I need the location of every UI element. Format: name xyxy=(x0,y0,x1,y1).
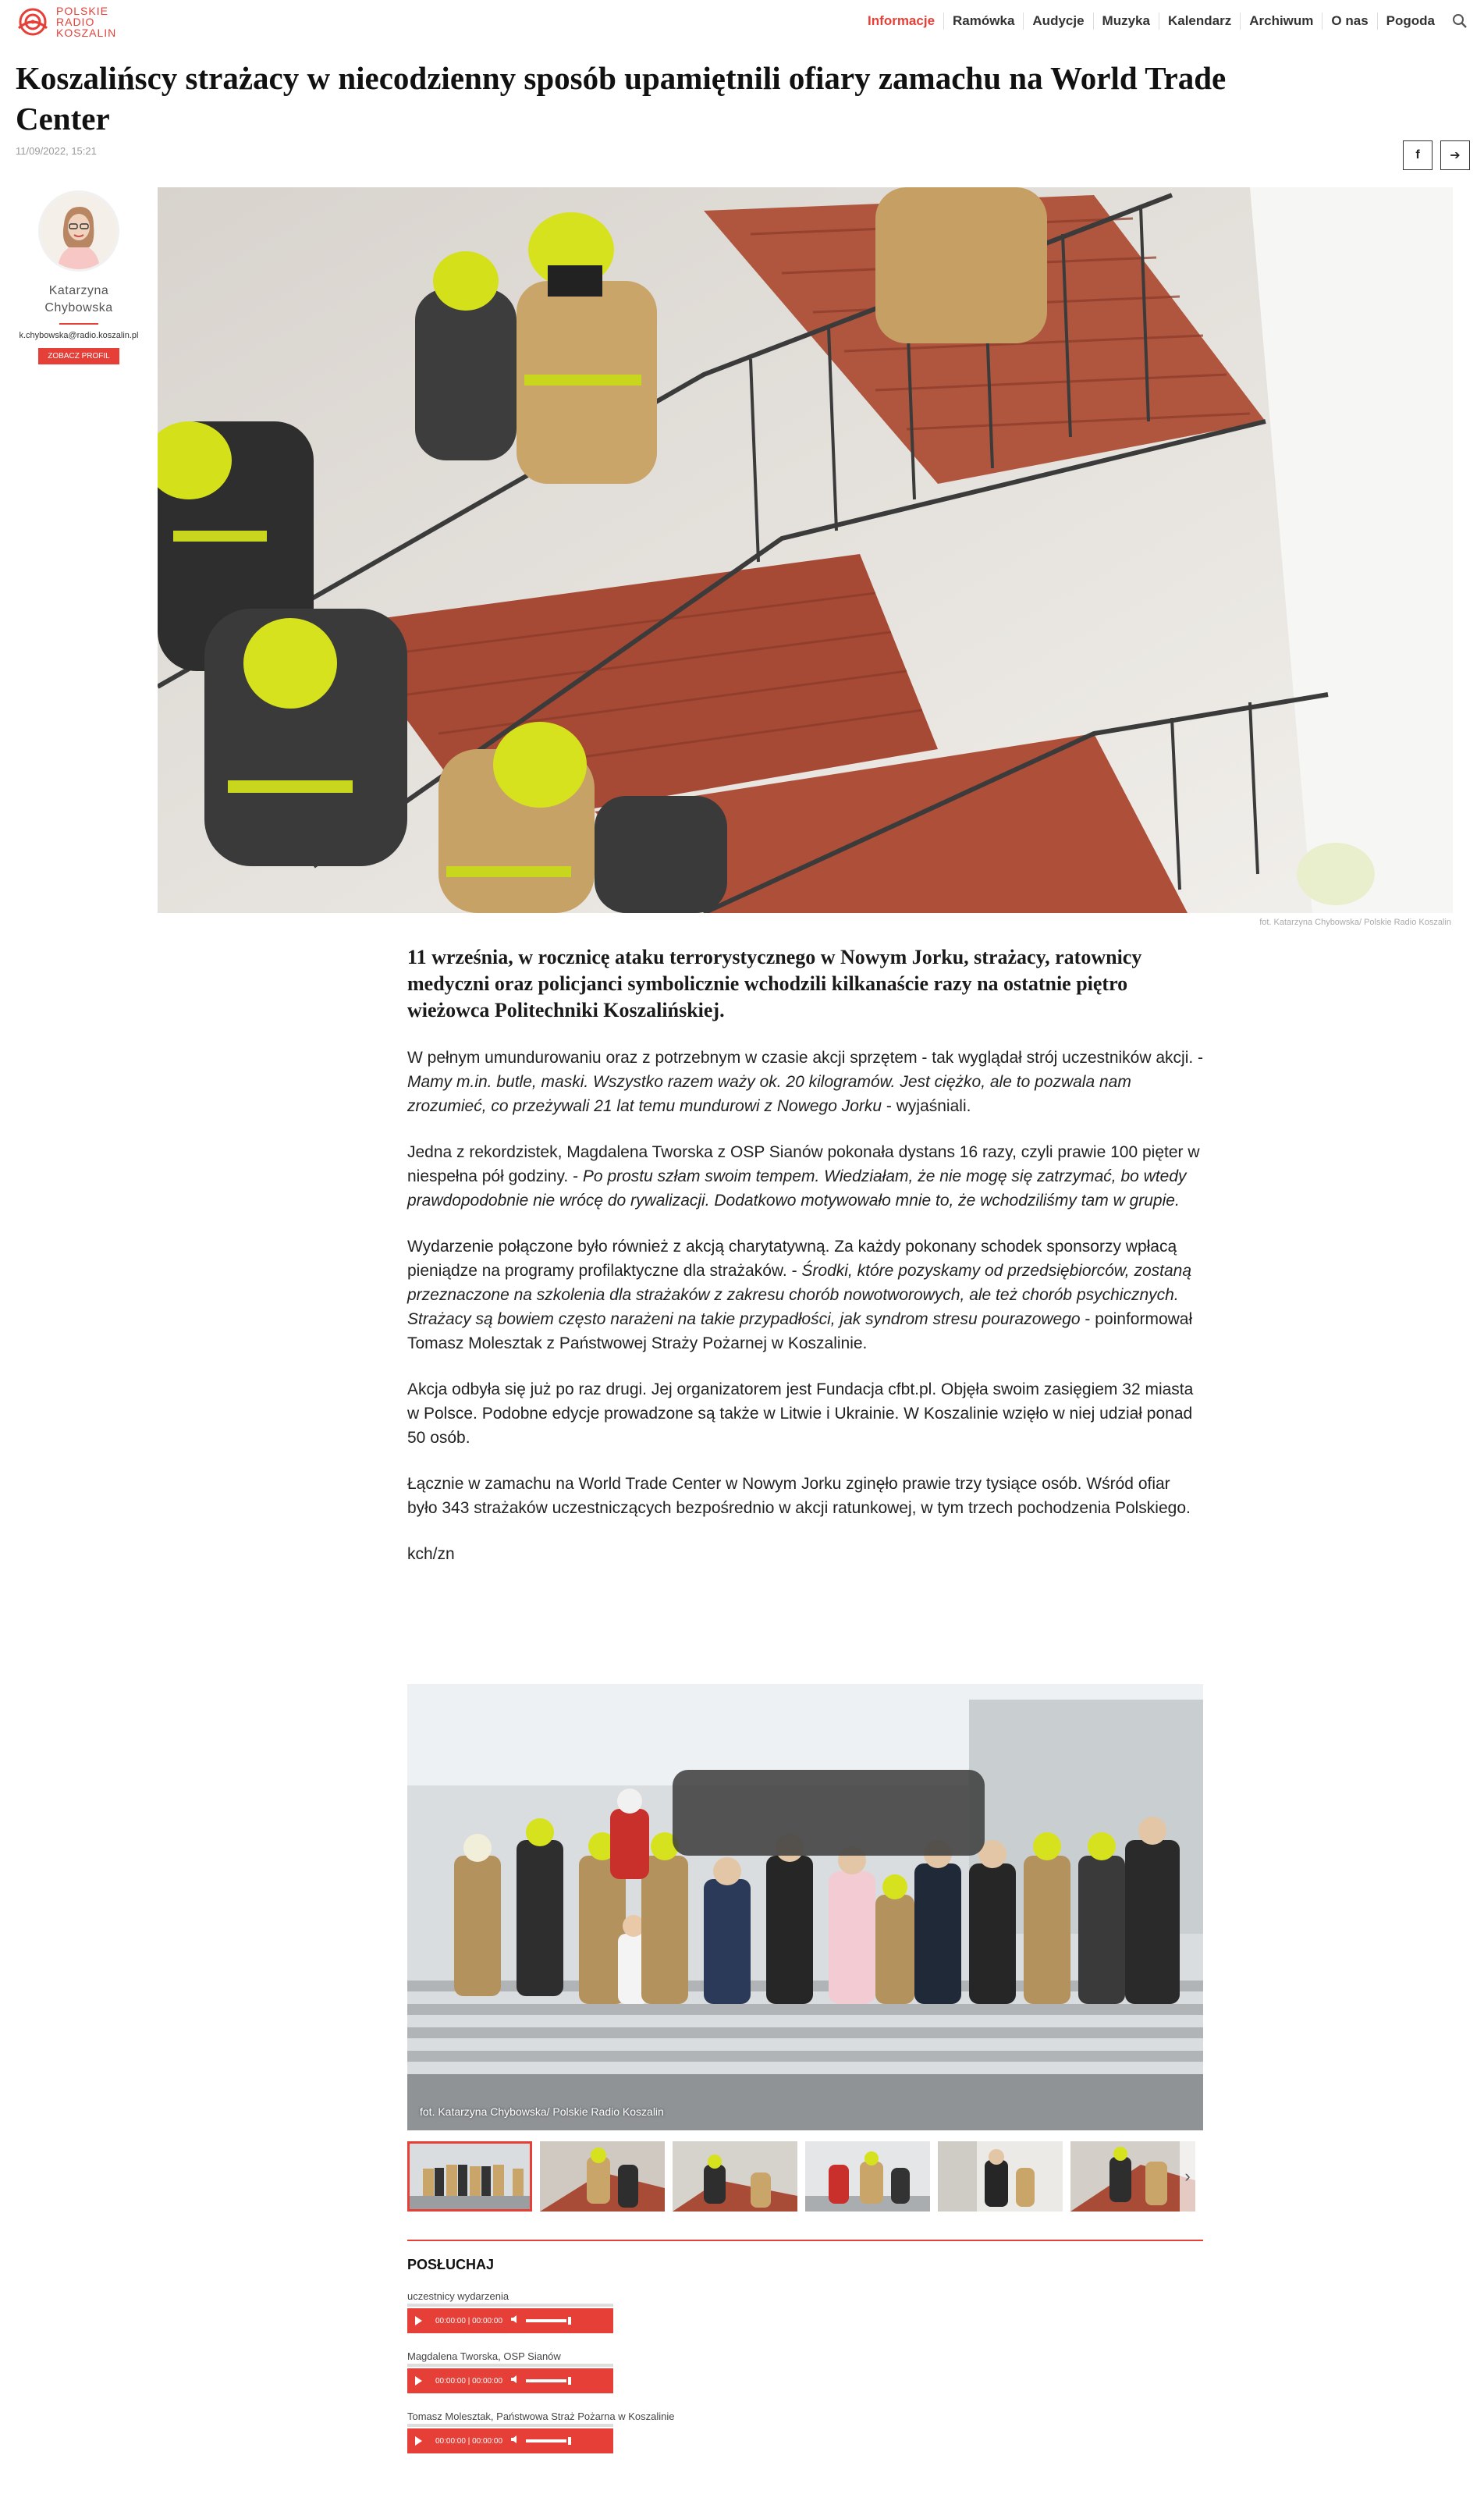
main-photo-caption: fot. Katarzyna Chybowska/ Polskie Radio Koszalin xyxy=(1259,918,1451,927)
volume-icon[interactable] xyxy=(510,2314,521,2328)
play-icon[interactable] xyxy=(407,2428,429,2453)
track-time: 00:00:00 | 00:00:00 xyxy=(435,2376,503,2386)
avatar[interactable] xyxy=(38,190,119,272)
nav-item-pogoda[interactable]: Pogoda xyxy=(1377,12,1443,30)
track-time: 00:00:00 | 00:00:00 xyxy=(435,2436,503,2446)
search-icon[interactable] xyxy=(1451,12,1468,30)
volume-control[interactable] xyxy=(510,2314,566,2328)
nav-item-audycje[interactable]: Audycje xyxy=(1023,12,1092,30)
audio-section xyxy=(407,2240,1203,2453)
quote-text: Po prostu szłam swoim tempem. Wiedziałam, że nie mogę się zatrzymać, bo wtedy prawdopodobnie nie wrócę do rywalizacji. Dodatkowo motywowało mnie to, że wchodziliśmy tam w grupie. xyxy=(407,1167,1187,1210)
track-name: uczestnicy wydarzenia xyxy=(407,2290,509,2302)
publish-date: 11/09/2022, 15:21 xyxy=(16,145,97,157)
gallery-thumbnail[interactable] xyxy=(540,2141,665,2212)
author-first-name: Katarzyna xyxy=(48,284,109,297)
gallery-thumbnail[interactable] xyxy=(673,2141,797,2212)
track-name: Tomasz Molesztak, Państwowa Straż Pożarna w Koszalinie xyxy=(407,2411,675,2422)
logo-line: POLSKIE xyxy=(56,5,108,17)
logo-line: KOSZALIN xyxy=(56,27,117,39)
paragraph-text: - poinformował Tomasz Molesztak z Państwowej Straży Pożarnej w Koszalinie. xyxy=(407,1310,1193,1352)
play-icon[interactable] xyxy=(407,2308,429,2333)
author-email[interactable]: k.chybowska@radio.koszalin.pl xyxy=(19,331,139,340)
play-icon[interactable] xyxy=(407,2368,429,2393)
nav-item-informacje[interactable]: Informacje xyxy=(868,13,935,28)
article-paragraph: Akcja odbyła się już po raz drugi. Jej organizatorem jest Fundacja cfbt.pl. Objęła swoim zasięgiem 32 miasta w Polsce. Podobne edycje prowadzone są także w Litwie i Ukrainie. W Koszalinie wzięło w niej udział ponad 50 osób. xyxy=(407,1380,1194,1447)
track-time: 00:00:00 | 00:00:00 xyxy=(435,2316,503,2325)
gallery-thumbnail[interactable] xyxy=(1070,2141,1195,2212)
main-nav xyxy=(859,12,1468,30)
nav-item-muzyka[interactable]: Muzyka xyxy=(1093,12,1159,30)
audio-track xyxy=(407,2350,1203,2393)
radio-logo-icon xyxy=(16,5,50,39)
paragraph-text: Jedna z rekordzistek, Magdalena Tworska z OSP Sianów pokonała dystans 16 razy, czyli prawie 100 pięter w niespełna pół godziny. - xyxy=(407,1143,1200,1185)
share-buttons xyxy=(1403,140,1470,170)
volume-knob[interactable] xyxy=(568,2437,571,2445)
site-header xyxy=(0,0,1484,44)
article-paragraph xyxy=(407,1140,1205,1213)
gallery-thumbnail[interactable] xyxy=(938,2141,1063,2212)
track-name: Magdalena Tworska, OSP Sianów xyxy=(407,2350,561,2362)
nav-item-o-nas[interactable]: O nas xyxy=(1322,12,1376,30)
nav-item-archiwum[interactable]: Archiwum xyxy=(1240,12,1322,30)
twitter-share-button[interactable]: ➔ xyxy=(1440,140,1470,170)
article-title: Koszalińscy strażacy w niecodzienny sposób upamiętnili ofiary zamachu na World Trade Center xyxy=(16,60,1227,137)
author-box xyxy=(16,190,142,364)
volume-knob[interactable] xyxy=(568,2377,571,2385)
article-paragraph: Łącznie w zamachu na World Trade Center w Nowym Jorku zginęło prawie trzy tysiące osób. Wśród ofiar było 343 strażaków uczestniczących bezpośrednio w akcji ratunkowej, w tym trzech pochodzenia Polskiego. xyxy=(407,1475,1191,1517)
quote-text: Środki, które pozyskamy od przedsiębiorców, zostaną przeznaczone na szkolenia dla strażaków z zakresu chorób nowotworowych, ale też chorób psychicznych. Strażacy są bowiem często narażeni na takie przypadłości, jak syndrom stresu pourazowego xyxy=(407,1262,1191,1328)
gallery-thumbnail[interactable] xyxy=(805,2141,930,2212)
volume-control[interactable] xyxy=(510,2434,566,2448)
audio-track xyxy=(407,2290,1203,2333)
photo-gallery-main[interactable] xyxy=(407,1684,1203,2130)
volume-icon[interactable] xyxy=(510,2434,521,2448)
article-paragraph xyxy=(407,1046,1205,1118)
paragraph-text: - wyjaśniali. xyxy=(882,1097,971,1115)
view-profile-button[interactable]: ZOBACZ PROFIL xyxy=(38,348,119,364)
nav-item-kalendarz[interactable]: Kalendarz xyxy=(1159,12,1240,30)
nav-item-ramowka[interactable]: Ramówka xyxy=(943,12,1023,30)
volume-slider[interactable] xyxy=(526,2439,566,2442)
logo-line: RADIO xyxy=(56,16,95,28)
article-paragraph xyxy=(407,1235,1205,1355)
author-name[interactable] xyxy=(16,282,142,317)
article-body xyxy=(407,944,1205,1566)
main-article-photo xyxy=(158,187,1453,913)
gallery-thumbnails xyxy=(407,2141,1203,2213)
volume-slider[interactable] xyxy=(526,2379,566,2382)
author-last-name: Chybowska xyxy=(44,301,113,314)
paragraph-text: Wydarzenie połączone było również z akcją charytatywną. Za każdy pokonany schodek sponsorzy wpłacą pieniądze na programy profilaktyczne dla strażaków. - xyxy=(407,1238,1177,1280)
audio-player xyxy=(407,2368,613,2393)
author-divider xyxy=(59,323,98,325)
site-logo[interactable] xyxy=(16,5,116,39)
gallery-thumbnail[interactable] xyxy=(407,2141,532,2212)
volume-control[interactable] xyxy=(510,2374,566,2388)
paragraph-text: W pełnym umundurowaniu oraz z potrzebnym w czasie akcji sprzętem - tak wyglądał strój uczestników akcji. - xyxy=(407,1049,1204,1067)
logo-wordmark xyxy=(56,5,116,38)
facebook-share-button[interactable]: f xyxy=(1403,140,1433,170)
gallery-caption: fot. Katarzyna Chybowska/ Polskie Radio Koszalin xyxy=(420,2105,664,2118)
article-lead: 11 września, w rocznicę ataku terrorystycznego w Nowym Jorku, strażacy, ratownicy medyczni oraz policjanci symbolicznie wchodzili kilkanaście razy na ostatnie piętro wieżowca Politechniki Koszalińskiej. xyxy=(407,946,1142,1021)
quote-text: Mamy m.in. butle, maski. Wszystko razem waży ok. 20 kilogramów. Jest ciężko, ale to pozwala nam zrozumieć, co przeżywali 21 lat temu mundurowi z Nowego Jorku xyxy=(407,1073,1131,1115)
audio-section-title: POSŁUCHAJ xyxy=(407,2257,495,2272)
audio-player xyxy=(407,2428,613,2453)
volume-icon[interactable] xyxy=(510,2374,521,2388)
audio-track xyxy=(407,2411,1203,2453)
volume-knob[interactable] xyxy=(568,2317,571,2325)
audio-player xyxy=(407,2308,613,2333)
article-signature: kch/zn xyxy=(407,1545,455,1563)
gallery-next-button[interactable]: › xyxy=(1180,2141,1195,2212)
volume-slider[interactable] xyxy=(526,2319,566,2322)
